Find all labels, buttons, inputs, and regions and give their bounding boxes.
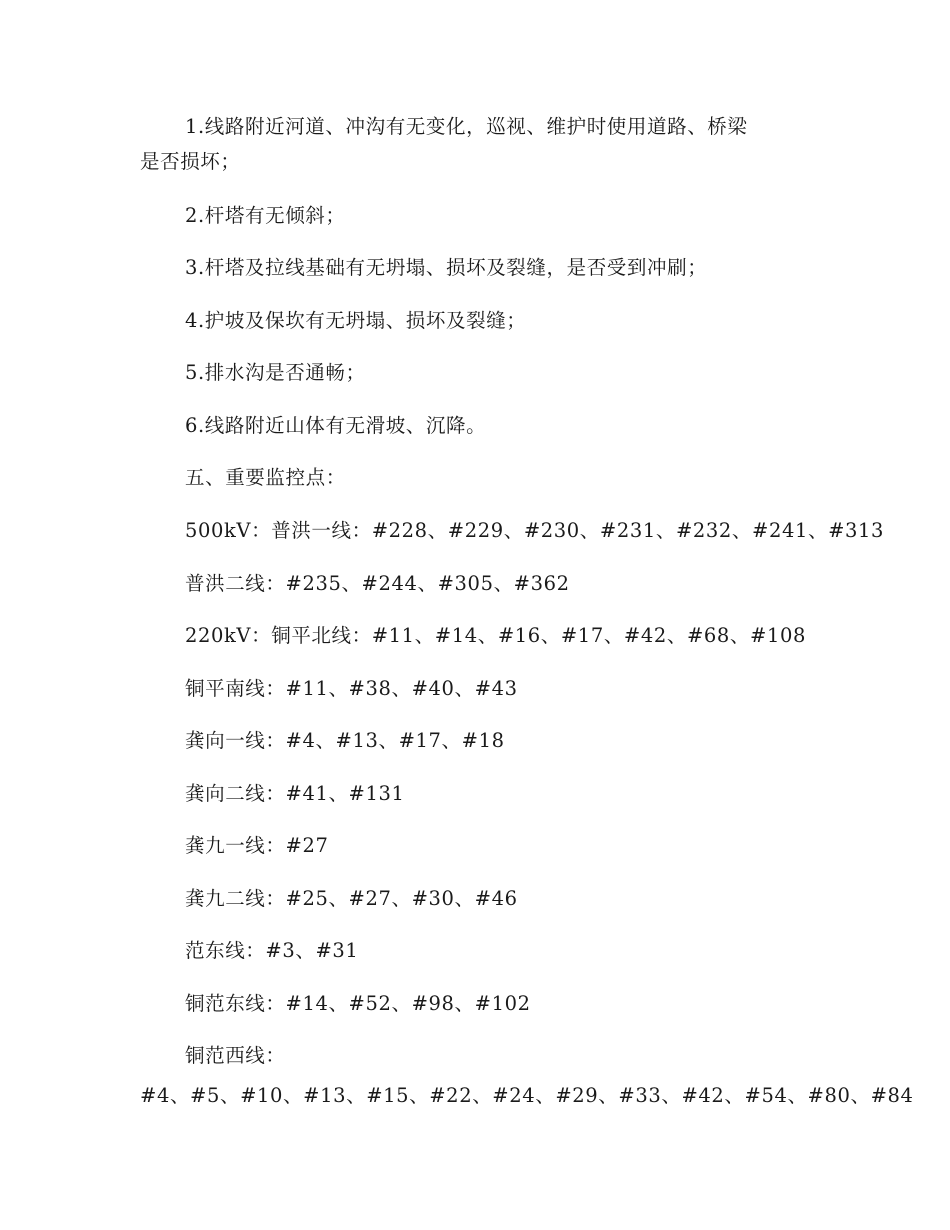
monitor-line-puhong-2: 普洪二线：#235、#244、#305、#362 bbox=[185, 572, 570, 595]
monitor-line-tongping-north: 220kV：铜平北线：#11、#14、#16、#17、#42、#68、#108 bbox=[185, 624, 806, 647]
monitor-line-fandong: 范东线：#3、#31 bbox=[185, 939, 359, 962]
monitor-line-gongjiu-1: 龚九一线：#27 bbox=[185, 834, 329, 857]
monitor-line-tongfan-west: 铜范西线： bbox=[185, 1044, 286, 1067]
section-heading: 五、重要监控点： bbox=[185, 466, 346, 489]
paragraph-item-4: 4.护坡及保坎有无坍塌、损坏及裂缝； bbox=[185, 309, 527, 332]
paragraph-item-2: 2.杆塔有无倾斜； bbox=[185, 204, 346, 227]
monitor-line-gongjiu-2: 龚九二线：#25、#27、#30、#46 bbox=[185, 887, 518, 910]
monitor-line-gongxiang-1: 龚向一线：#4、#13、#17、#18 bbox=[185, 729, 505, 752]
paragraph-item-6: 6.线路附近山体有无滑坡、沉降。 bbox=[185, 414, 487, 437]
paragraph-item-5: 5.排水沟是否通畅； bbox=[185, 361, 366, 384]
paragraph-item-3: 3.杆塔及拉线基础有无坍塌、损坏及裂缝，是否受到冲刷； bbox=[185, 256, 708, 279]
monitor-line-tongfan-west-towers: #4、#5、#10、#13、#15、#22、#24、#29、#33、#42、#54、#80、#84 bbox=[140, 1084, 914, 1107]
paragraph-item-1: 1.线路附近河道、冲沟有无变化，巡视、维护时使用道路、桥梁 bbox=[185, 115, 748, 138]
paragraph-item-1-continued: 是否损坏； bbox=[140, 150, 241, 173]
monitor-line-tongping-south: 铜平南线：#11、#38、#40、#43 bbox=[185, 677, 518, 700]
monitor-line-gongxiang-2: 龚向二线：#41、#131 bbox=[185, 782, 405, 805]
monitor-line-puhong-1: 500kV：普洪一线：#228、#229、#230、#231、#232、#241、#313 bbox=[185, 519, 885, 542]
monitor-line-tongfan-east: 铜范东线：#14、#52、#98、#102 bbox=[185, 992, 531, 1015]
